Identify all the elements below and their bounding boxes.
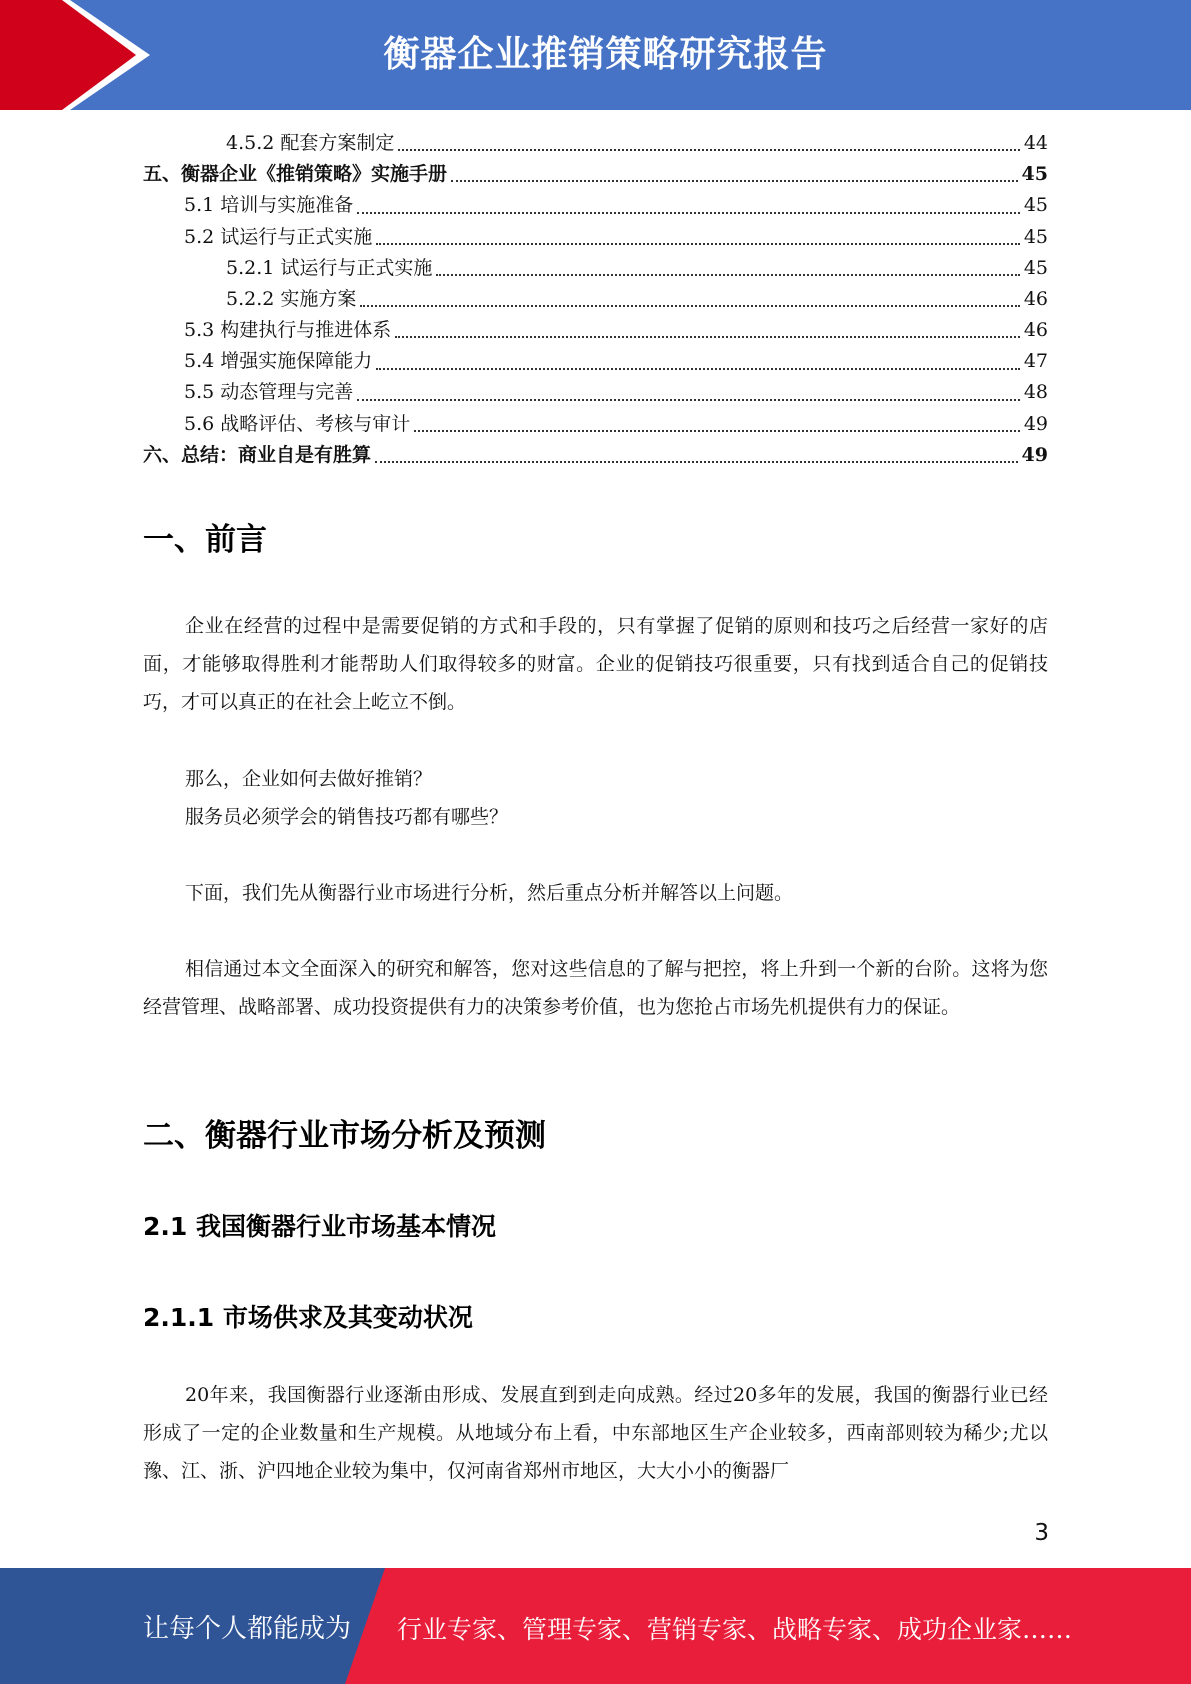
toc-leader-dots (357, 211, 1020, 214)
toc-leader-dots (375, 460, 1018, 463)
toc-entry-label: 4.5.2 配套方案制定 (226, 131, 395, 154)
toc-entry[interactable] (143, 440, 1048, 471)
table-of-contents (143, 128, 1048, 471)
toc-entry-label: 5.3 构建执行与推进体系 (184, 319, 392, 342)
toc-entry-page: 45 (1023, 256, 1048, 279)
toc-entry[interactable] (143, 378, 1048, 409)
toc-entry-label: 五、衡器企业《推销策略》实施手册 (143, 163, 448, 186)
toc-entry[interactable] (143, 315, 1048, 346)
subsection-heading-2-1: 2.1 我国衡器行业市场基本情况 (143, 1212, 496, 1241)
toc-entry-label: 5.6 战略评估、考核与审计 (184, 412, 411, 435)
toc-entry-label: 六、总结：商业自是有胜算 (143, 443, 372, 466)
toc-entry[interactable] (143, 159, 1048, 190)
toc-entry-label: 5.1 培训与实施准备 (184, 194, 354, 217)
preface-paragraph-3: 相信通过本文全面深入的研究和解答，您对这些信息的了解与把控，将上升到一个新的台阶。这将为您经营管理、战略部署、成功投资提供有力的决策参考价值，也为您抢占市场先机提供有力的保证。 (143, 958, 1048, 1018)
preface-paragraph-1: 企业在经营的过程中是需要促销的方式和手段的，只有掌握了促销的原则和技巧之后经营一家好的店面，才能够取得胜利才能帮助人们取得较多的财富。企业的促销技巧很重要，只有找到适合自己的促销技巧，才可以真正的在社会上屹立不倒。 (143, 615, 1048, 713)
toc-entry-label: 5.2.2 实施方案 (226, 287, 357, 310)
toc-entry[interactable] (143, 222, 1048, 253)
toc-entry-page: 45 (1023, 225, 1048, 248)
toc-leader-dots (376, 367, 1020, 370)
toc-leader-dots (376, 242, 1020, 245)
toc-entry-page: 45 (1021, 163, 1048, 186)
question-1: 那么，企业如何去做好推销？ (185, 768, 433, 790)
toc-leader-dots (360, 304, 1019, 307)
toc-entry-page: 49 (1021, 443, 1048, 466)
preface-paragraph-2: 下面，我们先从衡器行业市场进行分析，然后重点分析并解答以上问题。 (185, 882, 794, 904)
toc-entry-page: 47 (1023, 350, 1048, 373)
toc-entry[interactable] (143, 128, 1048, 159)
toc-entry-page: 44 (1023, 131, 1048, 154)
section-heading-preface: 一、前言 (143, 522, 267, 558)
page-footer (0, 1568, 1191, 1684)
subsection-heading-2-1-1: 2.1.1 市场供求及其变动状况 (143, 1303, 473, 1332)
page-header (0, 0, 1191, 110)
toc-leader-dots (451, 179, 1018, 182)
section-heading-market-analysis: 二、衡器行业市场分析及预测 (143, 1118, 546, 1154)
toc-entry-label: 5.4 增强实施保障能力 (184, 350, 373, 373)
footer-slogan-right: 行业专家、管理专家、营销专家、战略专家、成功企业家…… (397, 1615, 1073, 1644)
toc-entry-page: 48 (1023, 381, 1048, 404)
toc-entry[interactable] (143, 409, 1048, 440)
toc-entry-label: 5.2 试运行与正式实施 (184, 225, 373, 248)
toc-entry[interactable] (143, 346, 1048, 377)
toc-entry-label: 5.2.1 试运行与正式实施 (226, 256, 433, 279)
toc-entry[interactable] (143, 253, 1048, 284)
footer-slogan-left: 让每个人都能成为 (143, 1614, 352, 1644)
toc-entry-page: 45 (1023, 194, 1048, 217)
toc-leader-dots (395, 335, 1020, 338)
question-2: 服务员必须学会的销售技巧都有哪些？ (185, 806, 509, 828)
toc-leader-dots (436, 273, 1019, 276)
toc-entry-page: 49 (1023, 412, 1048, 435)
page-number: 3 (1034, 1520, 1049, 1546)
market-paragraph-1: 20年来，我国衡器行业逐渐由形成、发展直到到走向成熟。经过20多年的发展，我国的衡器行业已经形成了一定的企业数量和生产规模。从地域分布上看，中东部地区生产企业较多，西南部则较为稀少;尤以豫、江、浙、沪四地企业较为集中，仅河南省郑州市地区，大大小小的衡器厂 (143, 1384, 1048, 1482)
report-title: 衡器企业推销策略研究报告 (383, 34, 828, 75)
toc-entry[interactable] (143, 284, 1048, 315)
toc-entry-label: 5.5 动态管理与完善 (184, 381, 354, 404)
toc-leader-dots (398, 148, 1019, 151)
toc-leader-dots (357, 398, 1020, 401)
toc-leader-dots (414, 429, 1020, 432)
toc-entry-page: 46 (1023, 287, 1048, 310)
toc-entry[interactable] (143, 190, 1048, 221)
toc-entry-page: 46 (1023, 319, 1048, 342)
